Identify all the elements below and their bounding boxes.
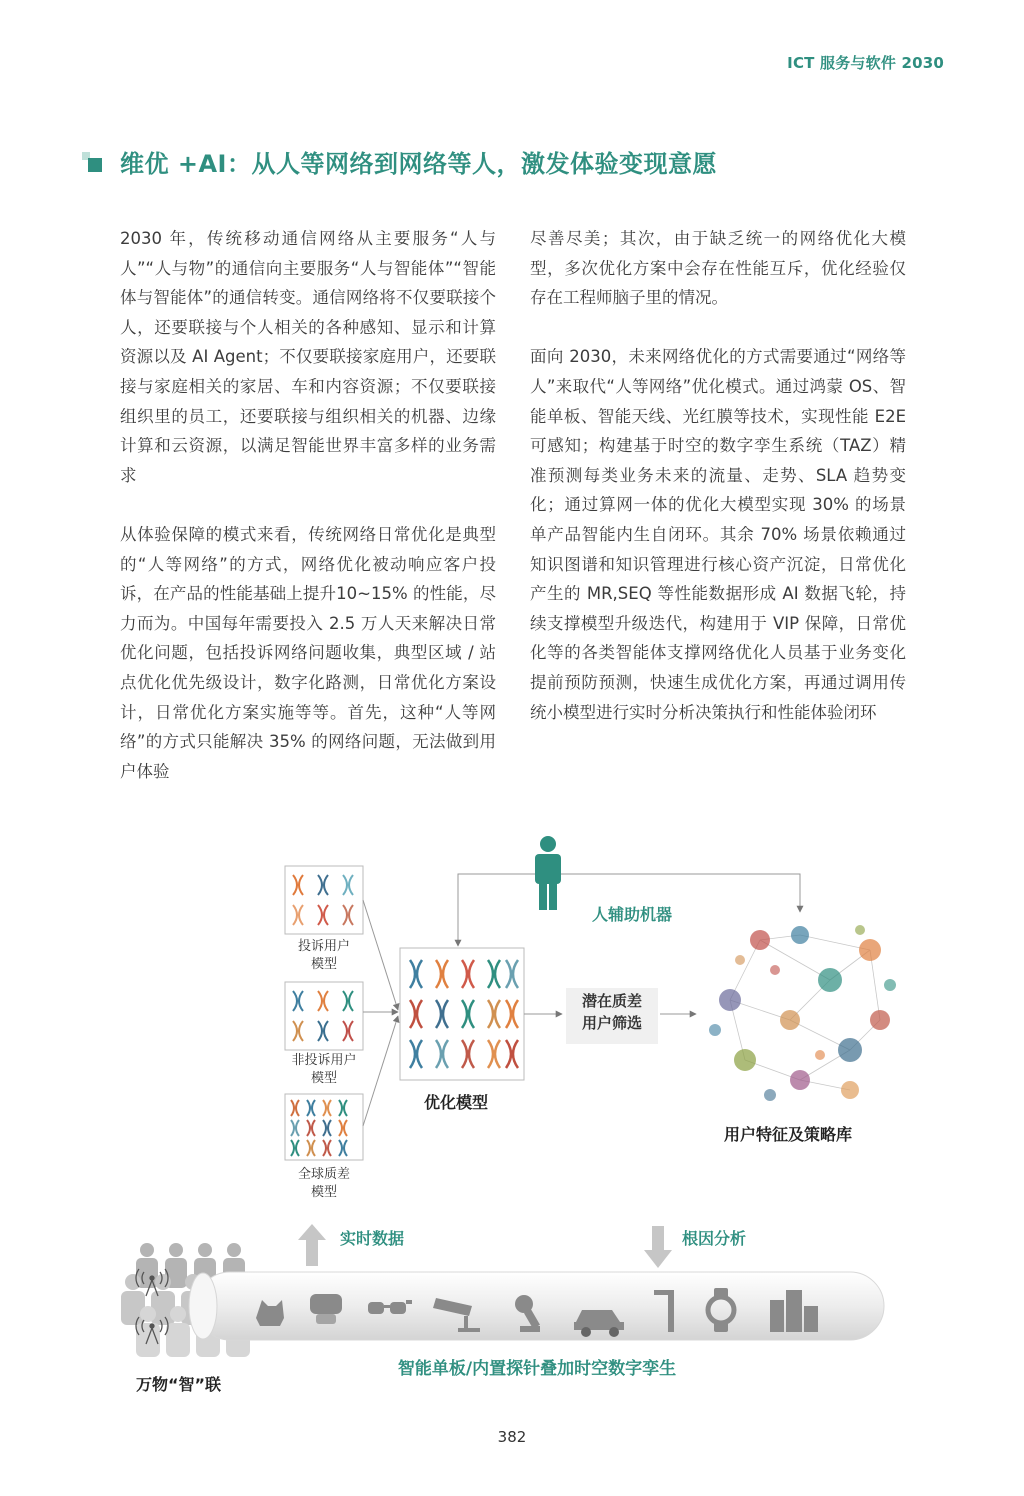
global-quality-model-label: 全球质差 模型	[297, 1167, 350, 1200]
left-column	[120, 224, 496, 816]
page-number: 382	[497, 1428, 527, 1446]
complaint-model-label: 投诉用户 模型	[297, 939, 350, 972]
knowledge-graph-icon	[709, 925, 896, 1101]
section-heading	[82, 144, 717, 179]
paragraph: 尽善尽美；其次，由于缺乏统一的网络优化大模型，多次优化方案中会存在性能互斥，优化经验仅存在工程师脑子里的情况。	[530, 229, 906, 308]
diagram-graphics	[0, 820, 1024, 1380]
bottom-caption: 智能单板/内置探针叠加时空数字孪生	[397, 1359, 677, 1379]
non-complaint-model-label: 非投诉用户 模型	[291, 1053, 357, 1086]
paragraph: 从体验保障的模式来看，传统网络日常优化是典型的“人等网络”的方式，网络优化被动响应客户投诉，在产品的性能基础上提升10~15% 的性能，尽力而为。中国每年需要投入 2.5 万人天来解决日常优化问题，包括投诉网络问题收集，典型区域 / 站点优化优先级设计，数字化路测，日常优化方案设计，日常优化方案实施等等。首先，这种“人等网络”的方式只能解决 35% 的网络问题，无法做到用户体验	[120, 524, 496, 781]
optimize-model-label: 优化模型	[424, 1093, 489, 1112]
paragraph: 2030 年，传统移动通信网络从主要服务“人与人”“人与物”的通信向主要服务“人与智能体”“智能体与智能体”的通信转变。通信网络将不仅要联接个人，还要联接与个人相关的各种感知、显示和计算资源以及 AI Agent；不仅要联接家庭用户，还要联接与家庭相关的家居、车和内容资源；不仅要联接组织里的员工，还要联接与组织相关的机器、边缘计算和云资源，以满足智能世界丰富多样的业务需求	[120, 229, 496, 485]
human-assist-label: 人辅助机器	[592, 905, 673, 924]
heading-square-icon	[82, 150, 106, 174]
down-arrow-icon	[644, 1226, 672, 1268]
network-optimization-diagram	[0, 820, 1024, 1394]
library-label: 用户特征及策略库	[724, 1125, 853, 1144]
people-label: 万物“智”联	[136, 1375, 222, 1394]
screening-box: 潜在质差 用户筛选	[566, 988, 658, 1044]
root-cause-label: 根因分析	[682, 1229, 747, 1248]
up-arrow-icon	[298, 1224, 326, 1266]
realtime-data-label: 实时数据	[340, 1229, 405, 1248]
paragraph: 面向 2030，未来网络优化的方式需要通过“网络等人”来取代“人等网络”优化模式。通过鸿蒙 OS、智能单板、智能天线、光红膜等技术，实现性能 E2E 可感知；构建基于时空的数字孪生系统（TAZ）精准预测每类业务未来的流量、走势、SLA 趋势变化；通过算网一体的优化大模型实现 30% 的场景单产品智能内生自闭环。其余 70% 场景依赖通过知识图谱和知识管理进行核心资产沉淀，日常优化产生的 MR,SEQ 等性能数据形成 AI 数据飞轮，持续支撑模型升级迭代，构建用于 VIP 保障，日常优化等的各类智能体支撑网络优化人员基于业务变化提前预防预测，快速生成优化方案，再通过调用传统小模型进行实时分析决策执行和性能体验闭环	[530, 347, 906, 722]
running-header: ICT 服务与软件 2030	[787, 54, 944, 72]
person-icon	[535, 836, 561, 910]
section-title: 维优 +AI：从人等网络到网络等人，激发体验变现意愿	[120, 150, 717, 178]
right-column	[530, 224, 906, 757]
